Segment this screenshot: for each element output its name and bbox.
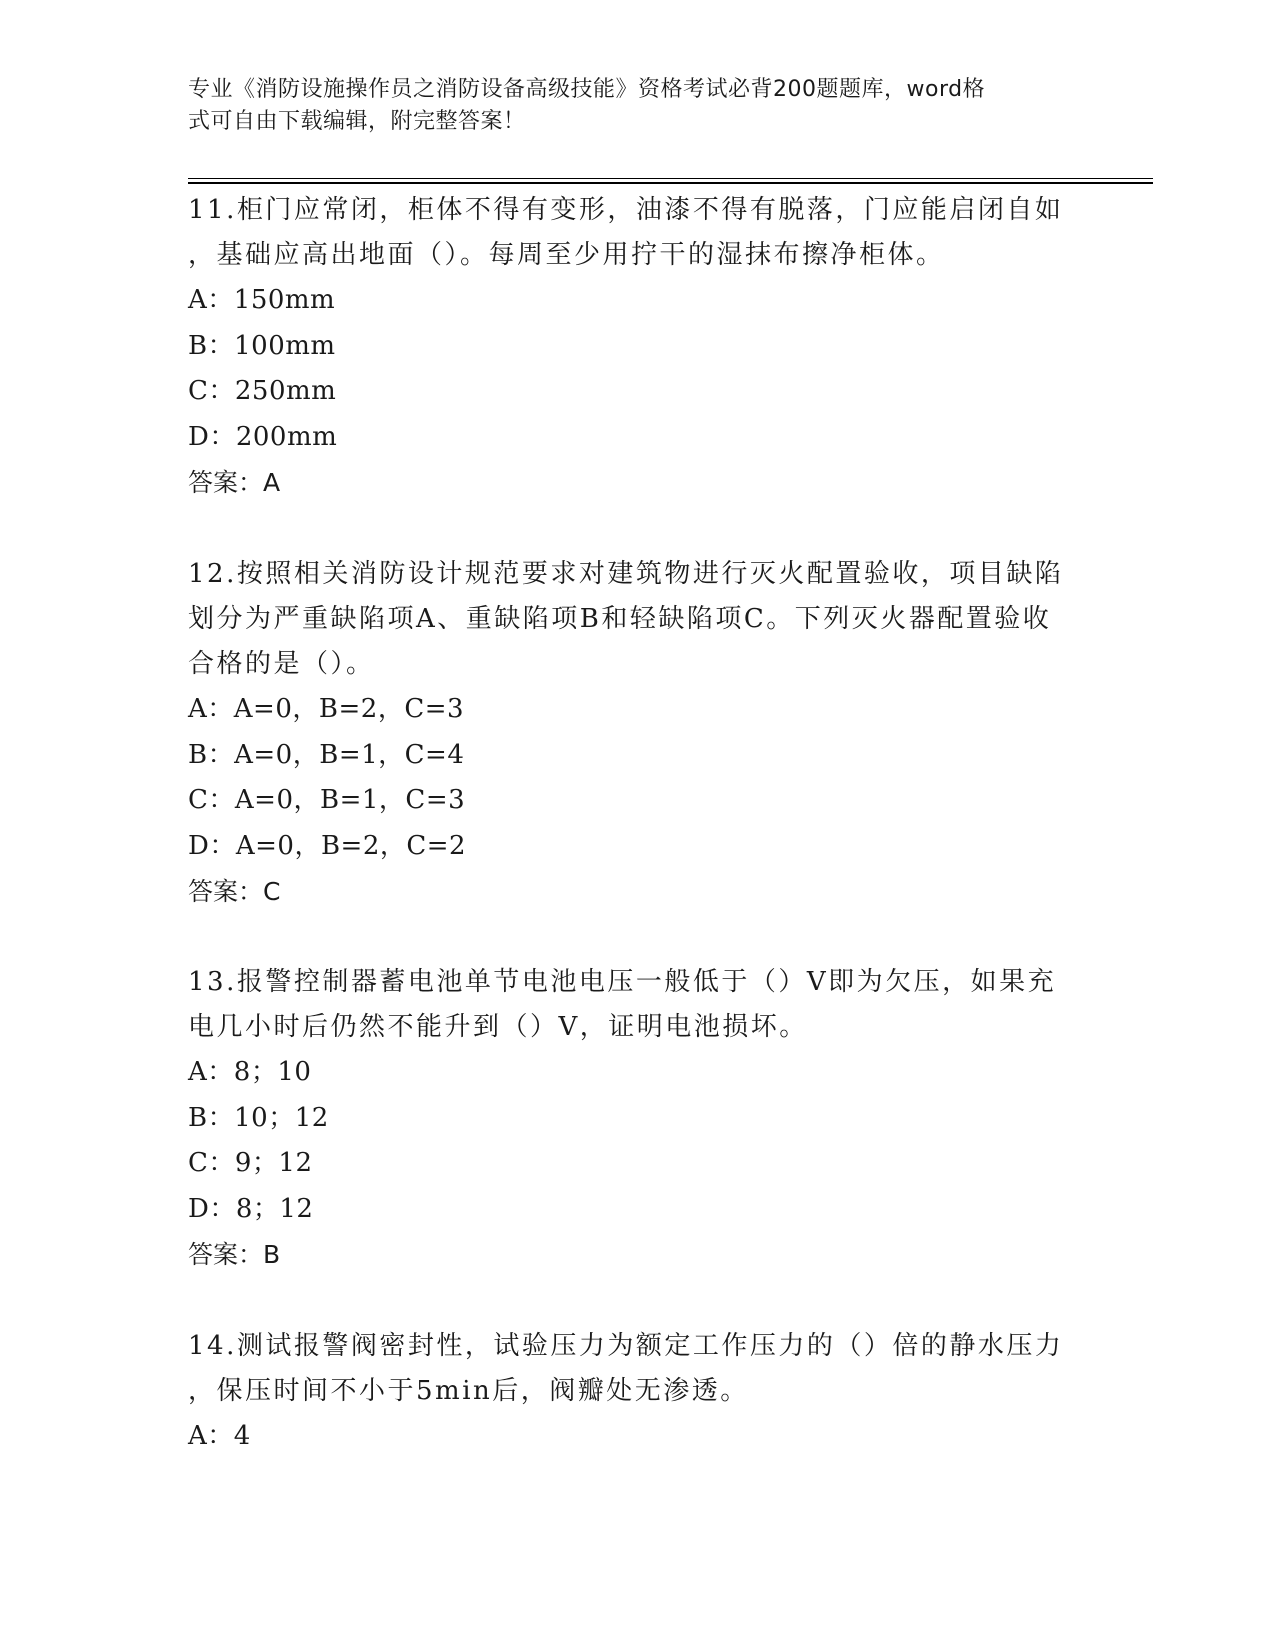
header-divider-thin (188, 178, 1153, 179)
question-13 (188, 960, 1088, 1277)
option-d: D：8；12 (188, 1193, 314, 1224)
header-divider-thick (188, 182, 1153, 184)
option-a: A：A=0，B=2，C=3 (188, 694, 465, 724)
question-11 (188, 188, 1088, 505)
header-line-2: 式可自由下载编辑，附完整答案！ (188, 109, 526, 134)
question-stem-line: 合格的是（）。 (188, 649, 375, 679)
answer: 答案：C (188, 877, 281, 906)
question-stem-line: ，保压时间不小于5min后，阀瓣处无渗透。 (188, 1376, 749, 1406)
option-a: A：150mm (188, 285, 336, 315)
option-a: A：8；10 (188, 1057, 312, 1087)
header-line-1: 专业《消防设施操作员之消防设备高级技能》资格考试必背200题题库，word格 (188, 77, 986, 102)
question-12 (188, 552, 1088, 914)
question-stem-line: 划分为严重缺陷项A、重缺陷项B和轻缺陷项C。下列灭火器配置验收 (188, 604, 1052, 634)
question-stem-line: 11.柜门应常闭，柜体不得有变形，油漆不得有脱落，门应能启闭自如 (188, 195, 1064, 225)
option-d: D：A=0，B=2，C=2 (188, 830, 467, 861)
option-b: B：10；12 (188, 1102, 329, 1133)
option-a: A：4 (188, 1421, 251, 1451)
option-c: C：9；12 (188, 1148, 313, 1178)
question-stem-line: ，基础应高出地面（）。每周至少用拧干的湿抹布擦净柜体。 (188, 240, 945, 270)
option-d: D：200mm (188, 421, 338, 452)
question-stem-line: 14.测试报警阀密封性，试验压力为额定工作压力的（）倍的静水压力 (188, 1331, 1064, 1361)
question-stem-line: 13.报警控制器蓄电池单节电池电压一般低于（）V即为欠压，如果充 (188, 967, 1057, 997)
answer: 答案：A (188, 468, 281, 497)
option-c: C：250mm (188, 376, 337, 406)
question-stem-line: 12.按照相关消防设计规范要求对建筑物进行灭火配置验收，项目缺陷 (188, 559, 1064, 589)
option-b: B：A=0，B=1，C=4 (188, 739, 465, 770)
answer: 答案：B (188, 1240, 281, 1269)
option-b: B：100mm (188, 330, 336, 361)
question-14 (188, 1324, 1088, 1460)
option-c: C：A=0，B=1，C=3 (188, 785, 466, 815)
question-stem-line: 电几小时后仍然不能升到（）V，证明电池损坏。 (188, 1012, 808, 1042)
document-header (188, 74, 1068, 138)
